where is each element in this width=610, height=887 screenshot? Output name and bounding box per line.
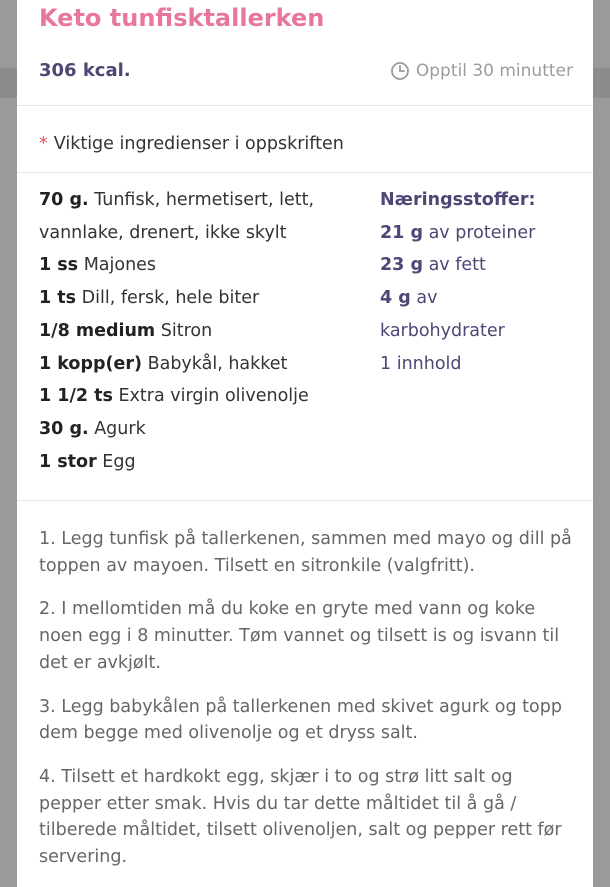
ingredient-amount: 1 stor bbox=[39, 451, 97, 472]
nutrients-heading: Næringsstoffer: bbox=[380, 190, 536, 210]
ingredient-name: Agurk bbox=[94, 418, 146, 439]
instruction-step: 1. Legg tunfisk på tallerkenen, sammen med mayo og dill på toppen av mayoen. Tilsett en sitronkile (valgfritt). bbox=[39, 529, 572, 576]
nutrient-label: innhold bbox=[396, 353, 462, 374]
recipe-card bbox=[17, 0, 593, 887]
ingredient-name: Tunfisk, hermetisert, lett, vannlake, drenert, ikke skylt bbox=[39, 190, 315, 243]
instruction-step: 3. Legg babykålen på tallerkenen med skivet agurk og topp dem begge med olivenolje og et dryss salt. bbox=[39, 696, 562, 744]
prep-time bbox=[390, 61, 573, 81]
ingredient-amount: 30 g. bbox=[39, 418, 89, 439]
ingredient-name: Egg bbox=[102, 451, 136, 472]
ingredient-item bbox=[39, 315, 359, 348]
nutrient-list bbox=[380, 184, 580, 380]
divider bbox=[17, 105, 593, 106]
ingredient-name: Majones bbox=[83, 255, 157, 276]
nutrient-amount: 4 g bbox=[380, 288, 411, 309]
key-ingredients-note bbox=[39, 134, 344, 154]
recipe-title: Keto tunfisktallerken bbox=[39, 4, 325, 32]
ingredient-item bbox=[39, 380, 359, 413]
ingredient-amount: 1/8 medium bbox=[39, 320, 156, 341]
ingredient-name: Babykål, hakket bbox=[147, 353, 288, 374]
instruction-list bbox=[39, 526, 579, 887]
ingredient-item bbox=[39, 348, 359, 381]
ingredient-name: Sitron bbox=[160, 320, 213, 341]
ingredient-amount: 1 ts bbox=[39, 288, 77, 309]
nutrient-amount: 23 g bbox=[380, 255, 423, 276]
ingredient-item bbox=[39, 413, 359, 446]
instruction-step: 2. I mellomtiden må du koke en gryte med vann og koke noen egg i 8 minutter. Tøm vannet og tilsett is og isvann til det er avkjølt. bbox=[39, 599, 560, 673]
nutrient-item bbox=[380, 249, 580, 282]
ingredient-amount: 1 kopp(er) bbox=[39, 353, 143, 374]
ingredient-amount: 70 g. bbox=[39, 190, 89, 210]
divider bbox=[17, 500, 593, 501]
nutrient-amount: 1 bbox=[380, 353, 392, 374]
nutrient-item bbox=[380, 348, 580, 381]
nutrient-item bbox=[380, 282, 530, 347]
ingredient-amount: 1 1/2 ts bbox=[39, 386, 113, 407]
nutrient-label: av fett bbox=[428, 255, 486, 276]
prep-time-label: Opptil 30 minutter bbox=[415, 61, 573, 81]
ingredient-item bbox=[39, 249, 359, 282]
ingredient-item bbox=[39, 282, 359, 315]
ingredient-item bbox=[39, 184, 359, 249]
nutrient-amount: 21 g bbox=[380, 222, 423, 243]
ingredient-amount: 1 ss bbox=[39, 255, 79, 276]
required-marker: * bbox=[39, 134, 48, 154]
nutrient-label: av proteiner bbox=[428, 222, 536, 243]
nutrient-item bbox=[380, 217, 580, 250]
calories-label: 306 kcal. bbox=[39, 60, 131, 81]
ingredient-name: Extra virgin olivenolje bbox=[118, 386, 309, 407]
ingredient-list bbox=[39, 184, 359, 478]
instruction-step: 4. Tilsett et hardkokt egg, skjær i to og strø litt salt og pepper etter smak. Hvis du tar dette måltidet til å gå / tilberede måltidet, tilsett olivenoljen, salt og pepper rett før servering. bbox=[39, 766, 562, 868]
clock-icon bbox=[390, 61, 410, 81]
ingredient-name: Dill, fersk, hele biter bbox=[81, 288, 260, 309]
ingredient-item bbox=[39, 446, 359, 479]
divider bbox=[17, 172, 593, 173]
key-ingredients-note-text: Viktige ingredienser i oppskriften bbox=[53, 134, 344, 154]
nutrient-label: av karbohydrater bbox=[380, 288, 505, 341]
